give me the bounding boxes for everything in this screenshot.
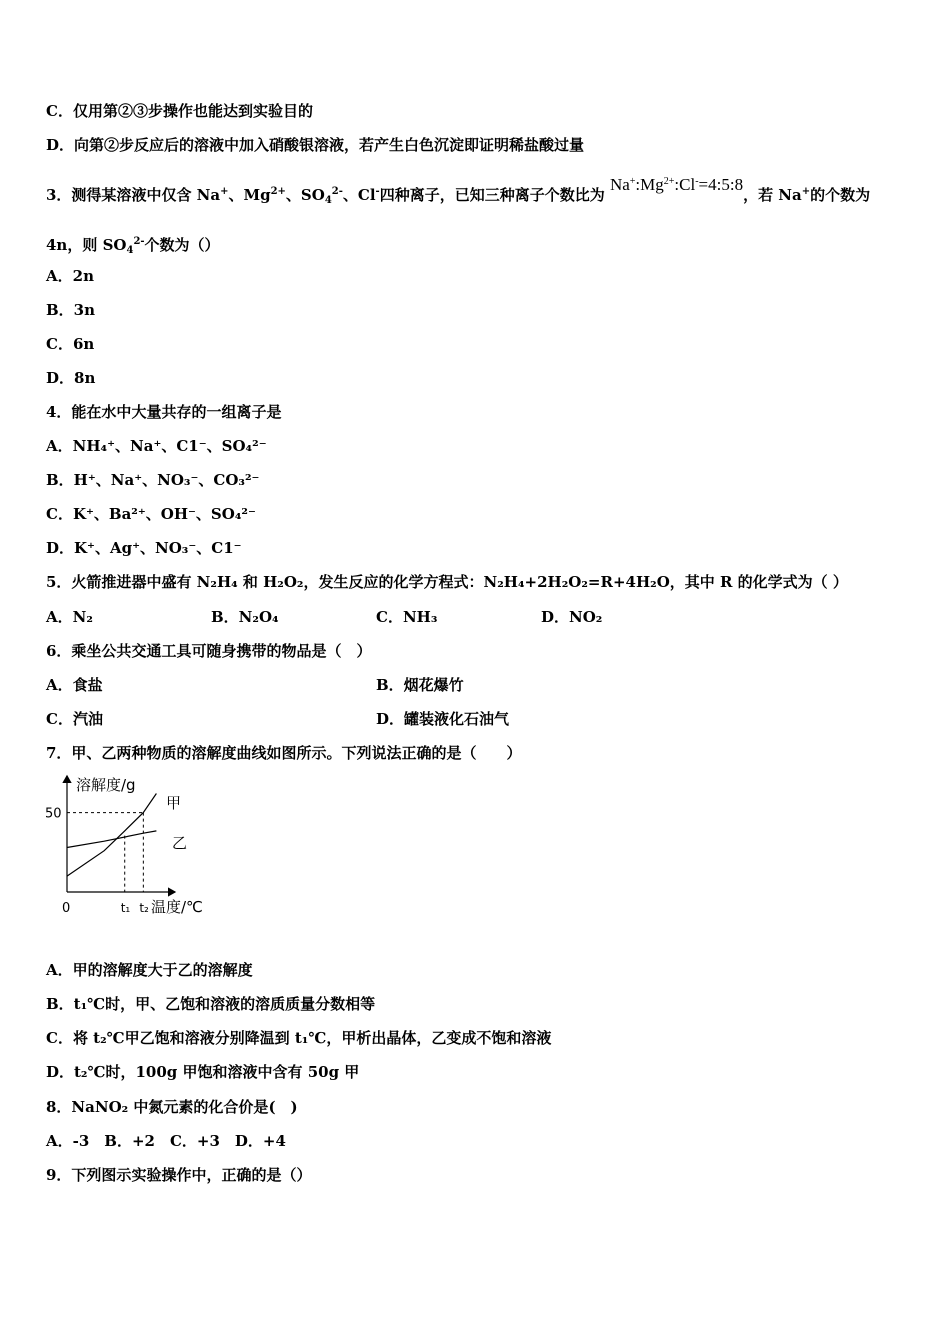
q5-stem: 5．火箭推进器中盛有 N₂H₄ 和 H₂O₂，发生反应的化学方程式：N₂H₄+2H₂O₂=R+4H₂O，其中 R 的化学式为（ ） (46, 573, 848, 591)
q6-option-a: A．食盐 (46, 676, 103, 694)
q3-option-b: B．3n (46, 301, 96, 319)
q3-ratio: $Na^+:Mg^{2+}:Cl^-=4:5:8$ (609, 175, 744, 194)
q7-stem: 7．甲、乙两种物质的溶解度曲线如图所示。下列说法正确的是（ ） (46, 744, 522, 762)
q5-option-c: C．NH₃ (376, 608, 438, 626)
q2-option-c: C．仅用第②③步操作也能达到实验目的 (46, 102, 313, 120)
q6-option-b: B．烟花爆竹 (376, 676, 464, 694)
x-tick-label-2: t₂ (139, 901, 149, 915)
q6-option-d: D．罐装液化石油气 (376, 710, 510, 728)
y-tick-label: 50 (45, 806, 62, 822)
q3-option-c: C．6n (46, 335, 95, 353)
y-axis-label: 溶解度/g (76, 776, 136, 794)
series-label-1: 甲 (166, 794, 182, 812)
q4-option-d: D．K⁺、Ag⁺、NO₃⁻、C1⁻ (46, 539, 242, 557)
q5-option-b: B．N₂O₄ (211, 608, 279, 626)
q3-stem-line2: 4n，则 $SO_4^{2-}$个数为（） (46, 236, 220, 256)
q5-option-a: A．N₂ (46, 608, 93, 626)
series-line-1 (67, 794, 156, 877)
q4-stem: 4．能在水中大量共存的一组离子是 (46, 403, 282, 421)
q3-stem: 3．测得某溶液中仅含 Na+、$Mg^{2+}$、$SO_4^{2-}$、Cl-四种离子，已知三种离子个数比为 $Na^+:Mg^{2+}:Cl^-=4:5:8$，若 Na+的个数为 (46, 175, 871, 206)
q2-option-d: D．向第②步反应后的溶液中加入硝酸银溶液，若产生白色沉淀即证明稀盐酸过量 (46, 136, 585, 154)
q4-option-a: A．NH₄⁺、Na⁺、C1⁻、SO₄²⁻ (46, 437, 267, 455)
q7-option-b: B．t₁℃时，甲、乙饱和溶液的溶质质量分数相等 (46, 995, 376, 1013)
q3-option-a: A．2n (46, 267, 94, 285)
q8-options: A．-3 B．+2 C．+3 D．+4 (46, 1132, 286, 1150)
series-label-2: 乙 (172, 834, 188, 852)
q7-option-d: D．t₂℃时，100g 甲饱和溶液中含有 50g 甲 (46, 1063, 360, 1081)
q4-option-c: C．K⁺、Ba²⁺、OH⁻、SO₄²⁻ (46, 505, 256, 523)
q8-stem: 8．NaNO₂ 中氮元素的化合价是( ) (46, 1098, 298, 1116)
x-tick-label-1: t₁ (120, 901, 131, 915)
q7-option-a: A．甲的溶解度大于乙的溶解度 (46, 961, 253, 979)
q4-option-b: B．H⁺、Na⁺、NO₃⁻、CO₃²⁻ (46, 471, 260, 489)
q6-option-c: C．汽油 (46, 710, 103, 728)
q5-option-d: D．NO₂ (541, 608, 603, 626)
q3-option-d: D．8n (46, 369, 96, 387)
x-axis-label: 温度/℃ (151, 898, 203, 916)
q9-stem: 9．下列图示实验操作中，正确的是（） (46, 1166, 312, 1184)
q7-option-c: C．将 t₂℃甲乙饱和溶液分别降温到 t₁℃，甲析出晶体，乙变成不饱和溶液 (46, 1029, 552, 1047)
solubility-chart (40, 770, 240, 920)
q6-stem: 6．乘坐公共交通工具可随身携带的物品是（ ） (46, 642, 372, 660)
origin-label: 0 (62, 901, 71, 916)
